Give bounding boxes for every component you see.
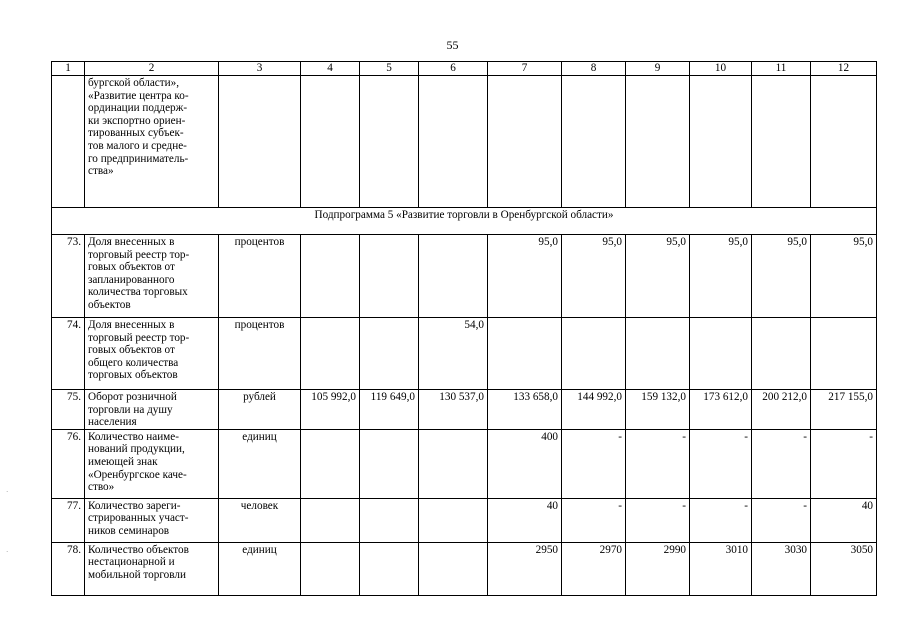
column-header: 2 [85, 62, 219, 76]
value-cell [811, 318, 877, 390]
value-cell [690, 318, 752, 390]
value-cell [419, 498, 488, 542]
table-row [52, 390, 877, 430]
indicator-name: бургской области», «Развитие центра ко- ординации поддерж- ки экспортно ориен- тированных субъек- тов малого и средне- го предприниматель- ства» [85, 76, 219, 208]
row-index: 75. [52, 390, 85, 430]
table-row [52, 235, 877, 318]
value-cell: 3010 [690, 542, 752, 595]
value-cell: - [626, 429, 690, 498]
cell [626, 76, 690, 208]
value-cell: 54,0 [419, 318, 488, 390]
unit-cell: процентов [219, 318, 301, 390]
indicator-name: Количество наиме- нований продукции, имеющей знак «Оренбургское каче- ство» [85, 429, 219, 498]
value-cell: 159 132,0 [626, 390, 690, 430]
row-index: 77. [52, 498, 85, 542]
column-header: 9 [626, 62, 690, 76]
unit-cell: процентов [219, 235, 301, 318]
table-row [52, 318, 877, 390]
value-cell: 2950 [488, 542, 562, 595]
column-header: 4 [301, 62, 360, 76]
page-number: 55 [446, 38, 459, 52]
column-number-row [52, 62, 877, 76]
value-cell [360, 542, 419, 595]
margin-mark: · [6, 548, 9, 556]
value-cell [562, 318, 626, 390]
value-cell [488, 318, 562, 390]
value-cell: 40 [488, 498, 562, 542]
value-cell: - [752, 429, 811, 498]
value-cell: - [690, 429, 752, 498]
table-row [52, 542, 877, 595]
column-header: 12 [811, 62, 877, 76]
row-index: 74. [52, 318, 85, 390]
indicator-name: Количество зареги- стрированных участ- ников семинаров [85, 498, 219, 542]
value-cell [419, 235, 488, 318]
value-cell: 400 [488, 429, 562, 498]
value-cell: 95,0 [811, 235, 877, 318]
value-cell: 133 658,0 [488, 390, 562, 430]
value-cell: 95,0 [690, 235, 752, 318]
unit-cell: единиц [219, 429, 301, 498]
cell [419, 76, 488, 208]
value-cell: - [752, 498, 811, 542]
value-cell: 3050 [811, 542, 877, 595]
value-cell [301, 235, 360, 318]
value-cell: 3030 [752, 542, 811, 595]
cell [219, 76, 301, 208]
value-cell: - [690, 498, 752, 542]
value-cell: - [562, 429, 626, 498]
value-cell [301, 498, 360, 542]
row-index: 73. [52, 235, 85, 318]
value-cell [360, 235, 419, 318]
value-cell: 105 992,0 [301, 390, 360, 430]
table-row [52, 498, 877, 542]
value-cell [301, 429, 360, 498]
row-index: 76. [52, 429, 85, 498]
row-index [52, 76, 85, 208]
value-cell [626, 318, 690, 390]
value-cell [360, 429, 419, 498]
value-cell: 95,0 [488, 235, 562, 318]
value-cell: 95,0 [752, 235, 811, 318]
column-header: 3 [219, 62, 301, 76]
value-cell [752, 318, 811, 390]
cell [301, 76, 360, 208]
value-cell [301, 318, 360, 390]
continuation-row [52, 76, 877, 208]
cell [752, 76, 811, 208]
value-cell [301, 542, 360, 595]
value-cell: - [626, 498, 690, 542]
cell [360, 76, 419, 208]
column-header: 6 [419, 62, 488, 76]
unit-cell: человек [219, 498, 301, 542]
cell [690, 76, 752, 208]
column-header: 5 [360, 62, 419, 76]
row-index: 78. [52, 542, 85, 595]
value-cell: - [562, 498, 626, 542]
value-cell: 144 992,0 [562, 390, 626, 430]
table-row [52, 429, 877, 498]
indicator-table [51, 61, 877, 596]
column-header: 8 [562, 62, 626, 76]
unit-cell: единиц [219, 542, 301, 595]
margin-mark: · [6, 488, 9, 496]
value-cell: 2990 [626, 542, 690, 595]
value-cell [419, 542, 488, 595]
indicator-name: Количество объектов нестационарной и мобильной торговли [85, 542, 219, 595]
value-cell: 2970 [562, 542, 626, 595]
section-row [52, 208, 877, 235]
indicator-name: Доля внесенных в торговый реестр тор- говых объектов от запланированного количества торговых объектов [85, 235, 219, 318]
value-cell [360, 498, 419, 542]
unit-cell: рублей [219, 390, 301, 430]
value-cell: 40 [811, 498, 877, 542]
value-cell [419, 429, 488, 498]
value-cell: 95,0 [562, 235, 626, 318]
cell [562, 76, 626, 208]
column-header: 11 [752, 62, 811, 76]
value-cell [360, 318, 419, 390]
value-cell: 119 649,0 [360, 390, 419, 430]
column-header: 10 [690, 62, 752, 76]
column-header: 1 [52, 62, 85, 76]
cell [811, 76, 877, 208]
indicator-name: Доля внесенных в торговый реестр тор- говых объектов от общего количества торговых объектов [85, 318, 219, 390]
value-cell: 173 612,0 [690, 390, 752, 430]
value-cell: 130 537,0 [419, 390, 488, 430]
section-title: Подпрограмма 5 «Развитие торговли в Оренбургской области» [52, 208, 877, 235]
value-cell: 200 212,0 [752, 390, 811, 430]
column-header: 7 [488, 62, 562, 76]
indicator-name: Оборот розничной торговли на душу населения [85, 390, 219, 430]
value-cell: 217 155,0 [811, 390, 877, 430]
cell [488, 76, 562, 208]
value-cell: - [811, 429, 877, 498]
value-cell: 95,0 [626, 235, 690, 318]
